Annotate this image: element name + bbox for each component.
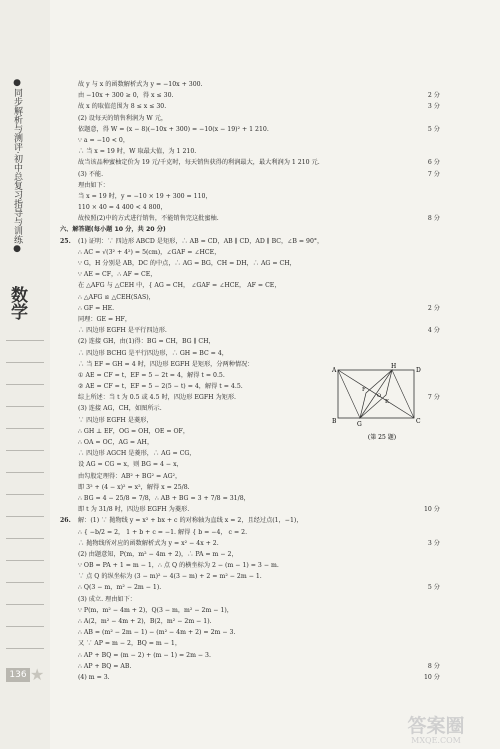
- ruled-line: [6, 472, 44, 473]
- score-mark: 7 分: [427, 394, 440, 402]
- label-d: D: [416, 367, 421, 374]
- ruled-line: [6, 538, 44, 539]
- answer-line: [60, 638, 432, 649]
- answer-line: [60, 336, 432, 347]
- score-mark: 2 分: [427, 304, 440, 312]
- answer-line: [60, 258, 432, 269]
- ruled-line: [6, 384, 44, 385]
- score-mark: 3 分: [427, 103, 440, 111]
- answer-text: 在 △AFG 与 △CEH 中，{ AG = CH， ∠GAF = ∠HCE， AF = CE，: [78, 282, 281, 290]
- answer-line: [60, 79, 432, 90]
- answer-text: 六、解答题(每小题 10 分，共 20 分): [60, 226, 166, 234]
- score-mark: 5 分: [427, 125, 440, 133]
- answer-line: [60, 504, 440, 515]
- answer-text: 即 t 为 31/8 时，四边形 EGFH 为菱形.: [78, 506, 190, 514]
- answer-line: [60, 124, 440, 135]
- answer-line: [60, 538, 440, 549]
- answer-line: [60, 236, 432, 247]
- answer-line: [60, 605, 432, 616]
- answer-text: ∵ a = −10 < 0，: [78, 136, 130, 144]
- answer-text: ∴ GH ⊥ EF，OG = OH，OE = OF，: [78, 427, 190, 435]
- answer-text: (4) m = 3.: [78, 673, 110, 681]
- answer-line: [60, 672, 440, 683]
- answer-text: ∵ G，H 分别是 AB，DC 的中点，∴ AG = BG，CH = DH，∴ AG = CH，: [78, 260, 296, 267]
- answer-text: 即 3² + (4 − x)² = x²，解得 x = 25/8.: [78, 483, 190, 491]
- ruled-line: [6, 450, 44, 451]
- answer-line: [60, 314, 432, 325]
- answer-line: [60, 582, 440, 593]
- answer-text: ∴ GF = HE.: [78, 304, 115, 312]
- star-icon: ★: [30, 665, 45, 684]
- answer-line: [60, 527, 432, 538]
- answer-line: [60, 280, 432, 291]
- answer-line: [60, 482, 432, 493]
- label-b: B: [332, 418, 337, 425]
- segment-gh: [360, 370, 392, 418]
- answer-text: (2) 连接 GH，由(1)得：BG = CH，BG ∥ CH，: [78, 338, 215, 346]
- answer-text: (2) 由题意知，P(m，m² − 4m + 2)，∴ PA = m − 2，: [78, 550, 238, 558]
- answer-text: ∵ 四边形 EGFH 是菱形，: [78, 416, 153, 424]
- ruled-line: [6, 648, 44, 649]
- answer-text: ∴ 当 x = 19 时，W 取最大值，为 1 210.: [78, 148, 197, 156]
- score-mark: 10 分: [423, 506, 440, 514]
- label-f: F: [362, 387, 366, 393]
- answer-text: 故 x 的取值范围为 8 ≤ x ≤ 30.: [78, 103, 167, 111]
- answer-text: ∴ AC = √(3² + 4²) = 5(cm)，∠GAF = ∠HCE，: [78, 248, 221, 256]
- answer-text: ∴ AP + BQ = AB.: [78, 662, 132, 670]
- answer-text: 故按照(2)中的方式进行销售，不能销售完这批蜜柚.: [78, 215, 219, 223]
- answer-line: [60, 157, 440, 168]
- watermark-logo: [376, 712, 496, 746]
- answer-line: [60, 594, 432, 605]
- answer-text: 依题意，得 W = (x − 8)(−10x + 300) = −10(x − 19)² + 1 210.: [78, 125, 269, 133]
- label-a: A: [332, 367, 337, 374]
- question-number: 25.: [60, 237, 71, 245]
- ruled-line: [6, 406, 44, 407]
- answer-text: (3) 成立. 理由如下：: [78, 595, 136, 603]
- answer-text: 解：(1) ∵ 抛物线 y = x² + bx + c 的对称轴为直线 x = 2，且经过点(1，−1)，: [78, 517, 303, 525]
- answer-text: ∵ AE = CF，∴ AF = CE，: [78, 271, 157, 279]
- answer-text: 同理：GE = HF，: [78, 315, 132, 323]
- label-e: E: [385, 399, 390, 405]
- answer-text: ∴ △AFG ≌ △CEH(SAS)，: [78, 293, 155, 301]
- watermark-text: 答案圈: [407, 715, 465, 737]
- answer-text: 理由如下：: [78, 181, 109, 189]
- score-mark: 8 分: [427, 215, 440, 223]
- answer-text: ∴ A(2，m² − 4m + 2)，B(2，m² − 2m − 1).: [78, 618, 212, 625]
- ruled-line: [6, 494, 44, 495]
- watermark-sub: MXQE.COM: [411, 736, 461, 745]
- answer-text: ① AE = CF = t，EF = 5 − 2t = 4，解得 t = 0.5.: [78, 371, 225, 379]
- answer-line: [60, 661, 440, 672]
- answer-line: [60, 616, 432, 627]
- ruled-line: [6, 604, 44, 605]
- answer-line: [60, 247, 432, 258]
- answer-text: ∴ 四边形 EGFH 是平行四边形.: [78, 327, 167, 335]
- answer-line: [60, 303, 440, 314]
- answer-line: [60, 213, 440, 224]
- answer-text: ∴ 当 EF = GH = 4 时，四边形 EGFH 是矩形，分两种情况：: [78, 360, 254, 368]
- ruled-line: [6, 340, 44, 341]
- answer-text: ∵ 点 Q 的纵坐标为 (3 − m)² − 4(3 − m) + 2 = m² − 2m − 1.: [78, 573, 262, 581]
- label-c: C: [416, 418, 421, 425]
- answer-line: [60, 113, 432, 124]
- answer-line: [60, 325, 440, 336]
- answer-line: [60, 560, 432, 571]
- ruled-line: [6, 582, 44, 583]
- answer-text: ∴ { −b/2 = 2， 1 + b + c = −1. 解得 { b = −4， c = 2.: [78, 528, 248, 536]
- answer-line: [60, 471, 432, 482]
- answer-text: 故当该品种蜜柚定价为 19 元/千克时，每天销售获得的利润最大，最大利润为 1 210 元.: [78, 159, 320, 167]
- answer-line: [60, 292, 432, 303]
- answer-text: ∵ P(m，m² − 4m + 2)，Q(3 − m，m² − 2m − 1)，: [78, 606, 233, 614]
- label-h: H: [391, 363, 397, 370]
- answer-line: [60, 650, 432, 661]
- answer-line: [60, 549, 432, 560]
- answer-line: [60, 146, 432, 157]
- ruled-line: [6, 362, 44, 363]
- answer-line: [60, 515, 432, 526]
- answer-line: [60, 135, 432, 146]
- answer-line: [60, 627, 432, 638]
- answer-text: 当 x = 19 时，y = −10 × 19 + 300 = 110，: [78, 192, 212, 200]
- answer-line: [60, 448, 432, 459]
- page-number: 136: [6, 668, 30, 682]
- figure-caption: (第 25 题): [367, 434, 397, 441]
- label-o: O: [377, 393, 382, 399]
- score-mark: 8 分: [427, 662, 440, 670]
- answer-text: ∴ AB = (m² − 2m − 1) − (m² − 4m + 2) = 2m − 3.: [78, 629, 236, 637]
- geometry-figure-q25: [330, 365, 422, 445]
- answer-line: [60, 224, 432, 235]
- answer-text: 又 ∵ AP = m − 2，BQ = m − 1，: [78, 640, 182, 648]
- answer-text: 110 × 40 = 4 400 < 4 800，: [78, 204, 167, 212]
- answer-text: 故 y 与 x 的函数解析式为 y = −10x + 300.: [78, 81, 203, 88]
- answer-text: 设 AG = CG = x，则 BG = 4 − x，: [78, 461, 183, 469]
- answer-line: [60, 269, 432, 280]
- answer-line: [60, 348, 432, 359]
- answer-text: ② AE = CF = t，EF = 5 − 2(5 − t) = 4，解得 t = 4.5.: [78, 383, 243, 391]
- answer-text: ∴ BG = 4 − 25/8 = 7/8，∴ AB + BG = 3 + 7/8 = 31/8，: [78, 494, 250, 502]
- score-mark: 4 分: [427, 327, 440, 335]
- answer-line: [60, 180, 432, 191]
- answer-text: (1) 证明：∵ 四边形 ABCD 是矩形，∴ AB = CD，AB ∥ CD，AD ∥ BC，∠B = 90°，: [78, 237, 324, 245]
- answer-text: (2) 设每天的销售利润为 W 元，: [78, 114, 168, 122]
- answer-text: (3) 不能.: [78, 170, 104, 178]
- answer-text: ∴ AP + BQ = (m − 2) + (m − 1) = 2m − 3.: [78, 651, 211, 659]
- score-mark: 5 分: [427, 584, 440, 592]
- series-title: ●同步解析与测评·初中总复习指导与训练●: [12, 78, 22, 254]
- answer-line: [60, 169, 440, 180]
- ruled-line: [6, 516, 44, 517]
- answer-text: ∴ Q(3 − m，m² − 2m − 1).: [78, 584, 162, 592]
- answer-text: 由勾股定理得：AB² + BG² = AG²，: [78, 472, 182, 480]
- ruled-line: [6, 428, 44, 429]
- score-mark: 6 分: [427, 159, 440, 167]
- sidebar: [0, 0, 50, 749]
- score-mark: 7 分: [427, 170, 440, 178]
- answer-line: [60, 571, 432, 582]
- answer-line: [60, 459, 432, 470]
- question-number: 26.: [60, 517, 71, 525]
- ruled-line: [6, 560, 44, 561]
- answer-line: [60, 202, 432, 213]
- answer-text: (3) 连接 AG，CH，如图所示.: [78, 405, 162, 413]
- answer-line: [60, 90, 440, 101]
- answer-line: [60, 493, 432, 504]
- answer-text: ∵ OB = PA + 1 = m − 1，∴ 点 Q 的横坐标为 2 − (m − 1) = 3 − m.: [78, 562, 279, 570]
- score-mark: 3 分: [427, 539, 440, 547]
- answer-text: 综上所述：当 t 为 0.5 或 4.5 时，四边形 EGFH 为矩形.: [78, 394, 237, 402]
- score-mark: 2 分: [427, 92, 440, 100]
- label-g: G: [357, 421, 362, 428]
- answer-text: ∴ 四边形 BCHG 是平行四边形，∴ GH = BC = 4，: [78, 349, 228, 357]
- subject-title: 数学: [7, 286, 27, 320]
- answer-line: [60, 191, 432, 202]
- answer-line: [60, 101, 440, 112]
- score-mark: 10 分: [423, 673, 440, 681]
- answer-text: ∴ 抛物线所对应的函数解析式为 y = x² − 4x + 2.: [78, 539, 219, 547]
- ruled-line: [6, 626, 44, 627]
- answer-text: ∴ 四边形 AGCH 是菱形，∴ AG = CG，: [78, 450, 196, 458]
- answer-text: 由 −10x + 300 ≥ 0，得 x ≤ 30.: [78, 92, 174, 100]
- answer-text: ∴ OA = OC，AG = AH，: [78, 439, 154, 446]
